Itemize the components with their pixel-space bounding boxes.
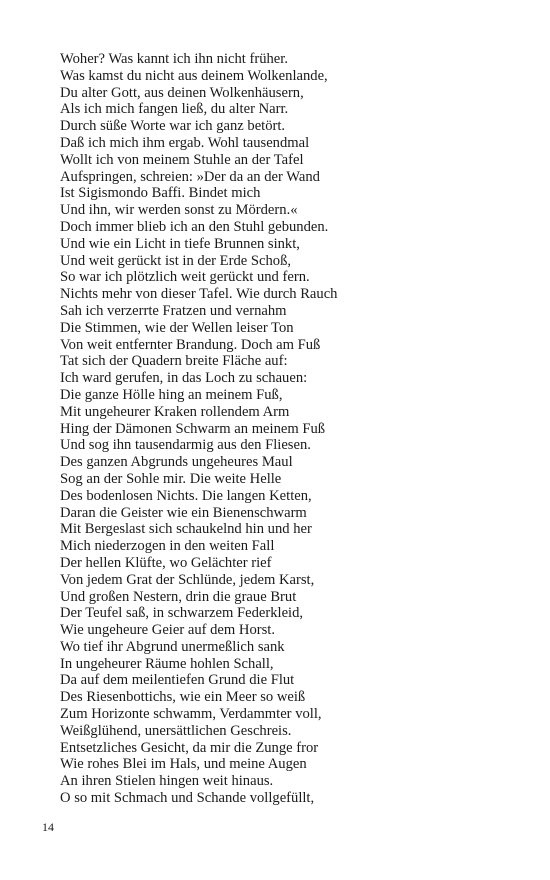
poem-line: Tat sich der Quadern breite Fläche auf: (60, 353, 288, 370)
poem-text (60, 51, 337, 807)
poem-line: Aufspringen, schreien: »Der da an der Wand (60, 168, 320, 185)
poem-line: Was kamst du nicht aus deinem Wolkenlande, (60, 67, 328, 84)
poem-line: Und weit gerückt ist in der Erde Schoß, (60, 252, 292, 269)
poem-line: Wollt ich von meinem Stuhle an der Tafel (60, 151, 304, 168)
poem-line: Hing der Dämonen Schwarm an meinem Fuß (60, 420, 326, 437)
poem-line: Durch süße Worte war ich ganz betört. (60, 118, 286, 135)
poem-line: Und wie ein Licht in tiefe Brunnen sinkt, (60, 235, 300, 252)
poem-line: Des bodenlosen Nichts. Die langen Ketten, (60, 487, 312, 504)
poem-line: O so mit Schmach und Schande vollgefüllt, (60, 790, 315, 807)
poem-line: Doch immer blieb ich an den Stuhl gebunden. (60, 218, 329, 235)
poem-line: Da auf dem meilentiefen Grund die Flut (60, 672, 295, 689)
poem-line: Nichts mehr von dieser Tafel. Wie durch Rauch (60, 286, 338, 303)
poem-line: Mich niederzogen in den weiten Fall (60, 538, 275, 555)
poem-line: Daran die Geister wie ein Bienenschwarm (60, 504, 307, 521)
poem-line: Entsetzliches Gesicht, da mir die Zunge fror (60, 739, 319, 756)
poem-line: Und großen Nestern, drin die graue Brut (60, 588, 297, 605)
poem-line: Der hellen Klüfte, wo Gelächter rief (60, 554, 272, 571)
poem-line: Der Teufel saß, in schwarzem Federkleid, (60, 605, 304, 622)
poem-line: An ihren Stielen hingen weit hinaus. (60, 773, 274, 790)
poem-line: Die ganze Hölle hing an meinem Fuß, (60, 386, 283, 403)
poem-line: Mit Bergeslast sich schaukelnd hin und her (60, 521, 312, 538)
poem-line: Sog an der Sohle mir. Die weite Helle (60, 470, 282, 487)
poem-line: In ungeheurer Räume hohlen Schall, (60, 655, 274, 672)
poem-line: Als ich mich fangen ließ, du alter Narr. (60, 101, 289, 118)
poem-line: Daß ich mich ihm ergab. Wohl tausendmal (60, 134, 310, 151)
poem-line: Du alter Gott, aus deinen Wolkenhäusern, (60, 84, 304, 101)
page-number: 14 (42, 820, 54, 834)
poem-line: Und ihn, wir werden sonst zu Mördern.« (60, 202, 298, 219)
poem-line: So war ich plötzlich weit gerückt und fern. (60, 269, 310, 286)
poem-line: Woher? Was kannt ich ihn nicht früher. (60, 51, 288, 67)
poem-line: Die Stimmen, wie der Wellen leiser Ton (60, 319, 294, 336)
poem-line: Des Riesenbottichs, wie ein Meer so weiß (60, 689, 306, 706)
poem-line: Ich ward gerufen, in das Loch zu schauen: (60, 370, 308, 387)
poem-line: Von weit entfernter Brandung. Doch am Fuß (60, 336, 321, 353)
poem-line: Und sog ihn tausendarmig aus den Fliesen. (60, 437, 311, 454)
poem-line: Wie ungeheure Geier auf dem Horst. (60, 622, 275, 639)
poem-line: Wie rohes Blei im Hals, und meine Augen (60, 756, 307, 773)
poem-line: Ist Sigismondo Baffi. Bindet mich (60, 185, 261, 202)
poem-line: Wo tief ihr Abgrund unermeßlich sank (60, 638, 285, 655)
poem-line: Sah ich verzerrte Fratzen und vernahm (60, 302, 287, 319)
poem-line: Weißglühend, unersättlichen Geschreis. (60, 722, 292, 739)
poem-line: Des ganzen Abgrunds ungeheures Maul (60, 454, 293, 471)
poem-line: Zum Horizonte schwamm, Verdammter voll, (60, 706, 322, 723)
poem-line: Von jedem Grat der Schlünde, jedem Karst, (60, 571, 315, 588)
poem-line: Mit ungeheurer Kraken rollendem Arm (60, 403, 290, 420)
